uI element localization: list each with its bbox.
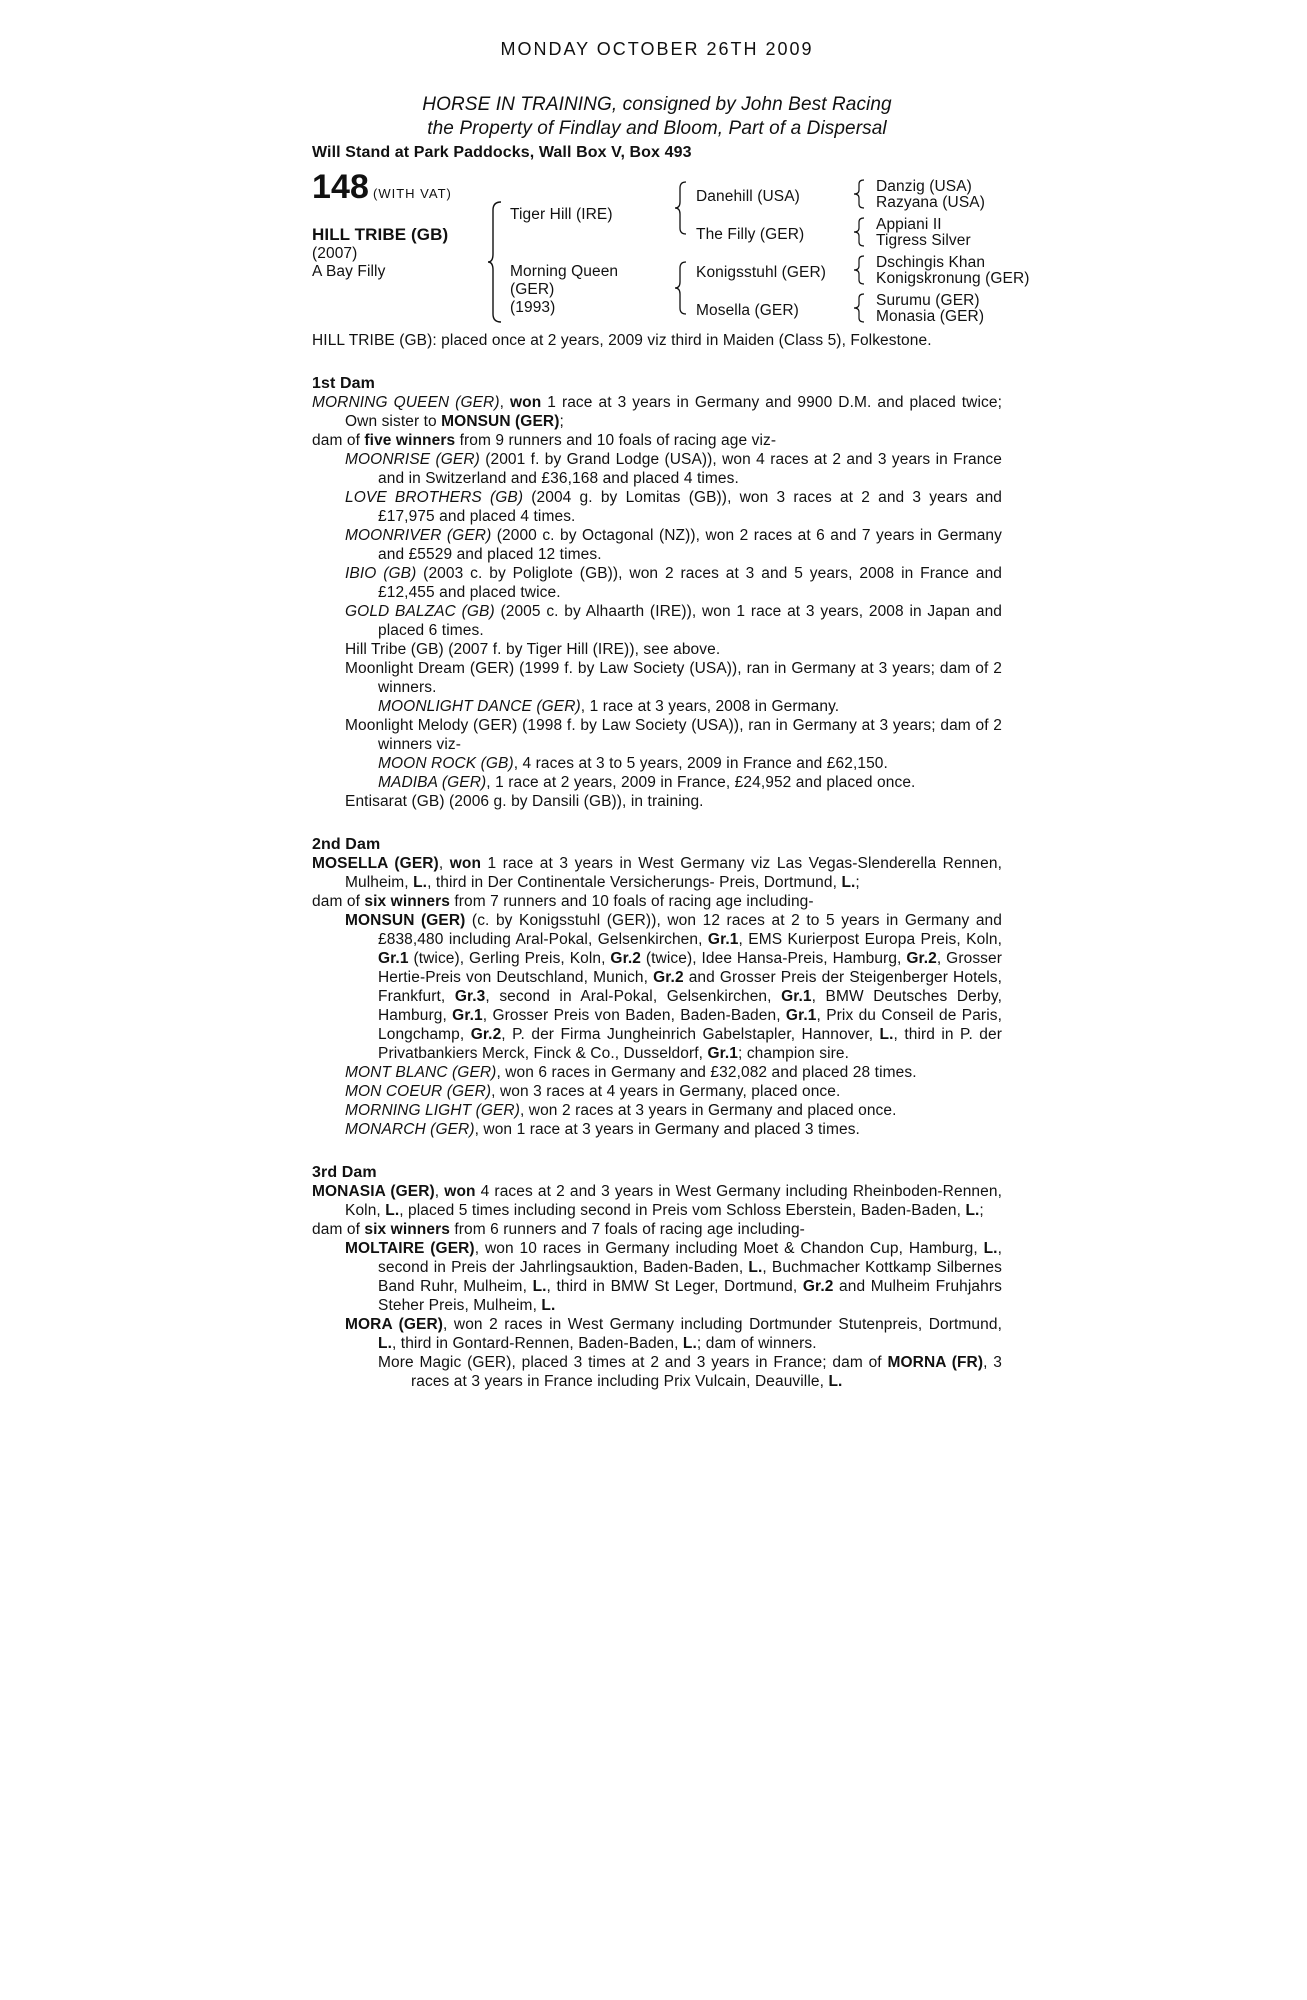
- dam-sire: Konigsstuhl (GER): [696, 264, 827, 281]
- grand-produce-entry: MOON ROCK (GB), 4 races at 3 to 5 years, 2009 in France and £62,150.: [378, 755, 888, 772]
- grandparent-8: Monasia (GER): [876, 308, 985, 325]
- stand-location: Will Stand at Park Paddocks, Wall Box V, Box 493: [312, 144, 692, 161]
- pedigree-brace-6: [852, 254, 866, 286]
- consignor-line-1: HORSE IN TRAINING, consigned by John Best Racing: [422, 94, 892, 115]
- foaling-year: (2007): [312, 245, 358, 262]
- sire-dam: The Filly (GER): [696, 226, 805, 243]
- lot-heading: [312, 168, 452, 206]
- grand-produce-entry: MOONLIGHT DANCE (GER), 1 race at 3 years, 2008 in Germany.: [378, 698, 840, 715]
- sale-date: MONDAY OCTOBER 26TH 2009: [500, 39, 814, 59]
- pedigree-brace-4: [852, 178, 866, 210]
- produce-entry: MON COEUR (GER), won 3 races at 4 years in Germany, placed once.: [345, 1083, 841, 1100]
- race-summary: HILL TRIBE (GB): placed once at 2 years, 2009 viz third in Maiden (Class 5), Folkestone.: [312, 332, 932, 349]
- grandparent-7: Surumu (GER): [876, 292, 980, 309]
- produce-entry: Hill Tribe (GB) (2007 f. by Tiger Hill (IRE)), see above.: [345, 641, 721, 658]
- third-dam-title: 3rd Dam: [312, 1164, 377, 1181]
- first-dam-intro: MORNING QUEEN (GER), won 1 race at 3 years in Germany and 9900 D.M. and placed twice; Own sister to MONSUN (GER);: [312, 394, 1002, 430]
- pedigree-brace-1: [487, 200, 503, 325]
- produce-entry: Entisarat (GB) (2006 g. by Dansili (GB)), in training.: [345, 793, 704, 810]
- pedigree-brace-5: [852, 216, 866, 248]
- vat-note: (WITH VAT): [373, 186, 452, 201]
- produce-entry: MORNING LIGHT (GER), won 2 races at 3 years in Germany and placed once.: [345, 1102, 897, 1119]
- lot-number: 148: [312, 168, 370, 206]
- sister-name: MONSUN (GER): [441, 413, 560, 430]
- second-dam-produce-summary: dam of six winners from 7 runners and 10 foals of racing age including-: [312, 893, 814, 910]
- pedigree-brace-3: [674, 260, 688, 316]
- dam-name: MORNING QUEEN (GER): [312, 394, 500, 411]
- first-dam-title: 1st Dam: [312, 375, 375, 392]
- sire: Tiger Hill (IRE): [510, 206, 613, 223]
- third-dam-produce-summary: dam of six winners from 6 runners and 7 foals of racing age including-: [312, 1221, 805, 1238]
- pedigree-brace-2: [674, 180, 688, 236]
- dam-line-3: (1993): [510, 299, 556, 316]
- grandparent-4: Tigress Silver: [876, 232, 971, 249]
- second-dam-intro: MOSELLA (GER), won 1 race at 3 years in West Germany viz Las Vegas-Slenderella Rennen, Mulheim, L., third in Der Continentale Versicherungs- Preis, Dortmund, L.;: [312, 855, 1002, 891]
- grandparent-3: Appiani II: [876, 216, 942, 233]
- dam-line-1: Morning Queen: [510, 263, 619, 280]
- produce-entry: MONARCH (GER), won 1 race at 3 years in Germany and placed 3 times.: [345, 1121, 860, 1138]
- pedigree-brace-7: [852, 292, 866, 324]
- catalogue-page: [312, 39, 1030, 1391]
- dam-dam: Mosella (GER): [696, 302, 799, 319]
- produce-entry: MOONRISE (GER) (2001 f. by Grand Lodge (USA)), won 4 races at 2 and 3 years in France and in Switzerland and £36,168 and placed 4 times.: [345, 451, 1002, 487]
- grandparent-2: Razyana (USA): [876, 194, 985, 211]
- produce-entry-monsun: MONSUN (GER) (c. by Konigsstuhl (GER)), won 12 races at 2 to 5 years in Germany and £838,480 including Aral-Pokal, Gelsenkirchen, Gr.1, EMS Kurierpost Europa Preis, Koln, Gr.1 (twice), Gerling Preis, Koln, Gr.2 (twice), Idee Hansa-Preis, Hamburg, Gr.2, Grosser Hertie-Preis von Deutschland, Munich, Gr.2 and Grosser Preis der Steigenberger Hotels, Frankfurt, Gr.3, second in Aral-Pokal, Gelsenkirchen, Gr.1, BMW Deutsches Derby, Hamburg, Gr.1, Grosser Preis von Baden, Baden-Baden, Gr.1, Prix du Conseil de Paris, Longchamp, Gr.2, P. der Firma Jungheinrich Gabelstapler, Hannover, L., third in P. der Privatbankiers Merck, Finck & Co., Dusseldorf, Gr.1; champion sire.: [345, 912, 1003, 1062]
- produce-entry: IBIO (GB) (2003 c. by Poliglote (GB)), won 2 races at 3 and 5 years, 2008 in France and £12,455 and placed twice.: [345, 565, 1003, 601]
- grand-produce-entry: More Magic (GER), placed 3 times at 2 and 3 years in France; dam of MORNA (FR), 3 races at 3 years in France including Prix Vulcain, Deauville, L.: [378, 1354, 1002, 1390]
- grand-produce-entry: MADIBA (GER), 1 race at 2 years, 2009 in France, £24,952 and placed once.: [378, 774, 916, 791]
- won-label: won: [509, 394, 542, 411]
- sire-sire: Danehill (USA): [696, 188, 800, 205]
- horse-name: HILL TRIBE (GB): [312, 225, 449, 244]
- produce-entry: MONT BLANC (GER), won 6 races in Germany and £32,082 and placed 28 times.: [345, 1064, 917, 1081]
- second-dam-title: 2nd Dam: [312, 836, 381, 853]
- horse-description: A Bay Filly: [312, 263, 386, 280]
- grandparent-6: Konigskronung (GER): [876, 270, 1030, 287]
- produce-entry: MOLTAIRE (GER), won 10 races in Germany including Moet & Chandon Cup, Hamburg, L., second in Preis der Jahrlingsauktion, Baden-Baden, L., Buchmacher Kottkamp Silbernes Band Ruhr, Mulheim, L., third in BMW St Leger, Dortmund, Gr.2 and Mulheim Fruhjahrs Steher Preis, Mulheim, L.: [345, 1240, 1002, 1314]
- produce-entry: GOLD BALZAC (GB) (2005 c. by Alhaarth (IRE)), won 1 race at 3 years, 2008 in Japan and placed 6 times.: [345, 603, 1003, 639]
- pedigree-table: [312, 168, 1030, 333]
- third-dam-intro: MONASIA (GER), won 4 races at 2 and 3 years in West Germany including Rheinboden-Rennen, Koln, L., placed 5 times including second in Preis vom Schloss Eberstein, Baden-Baden, L.;: [312, 1183, 1002, 1219]
- grandparent-5: Dschingis Khan: [876, 254, 986, 271]
- dam-line-2: (GER): [510, 281, 555, 298]
- produce-entry: MOONRIVER (GER) (2000 c. by Octagonal (NZ)), won 2 races at 6 and 7 years in Germany and £5529 and placed 12 times.: [345, 527, 1002, 563]
- produce-entry: MORA (GER), won 2 races in West Germany including Dortmunder Stutenpreis, Dortmund, L., third in Gontard-Rennen, Baden-Baden, L.; dam of winners.: [345, 1316, 1002, 1352]
- grandparent-1: Danzig (USA): [876, 178, 972, 195]
- produce-entry: Moonlight Dream (GER) (1999 f. by Law Society (USA)), ran in Germany at 3 years; dam of 2 winners.: [345, 660, 1002, 696]
- first-dam-produce-summary: dam of five winners from 9 runners and 10 foals of racing age viz-: [312, 432, 777, 449]
- consignor-line-2: the Property of Findlay and Bloom, Part of a Dispersal: [427, 118, 887, 139]
- produce-entry: LOVE BROTHERS (GB) (2004 g. by Lomitas (GB)), won 3 races at 2 and 3 years and £17,975 and placed 4 times.: [345, 489, 1003, 525]
- produce-entry: Moonlight Melody (GER) (1998 f. by Law Society (USA)), ran in Germany at 3 years; dam of 2 winners viz-: [345, 717, 1002, 753]
